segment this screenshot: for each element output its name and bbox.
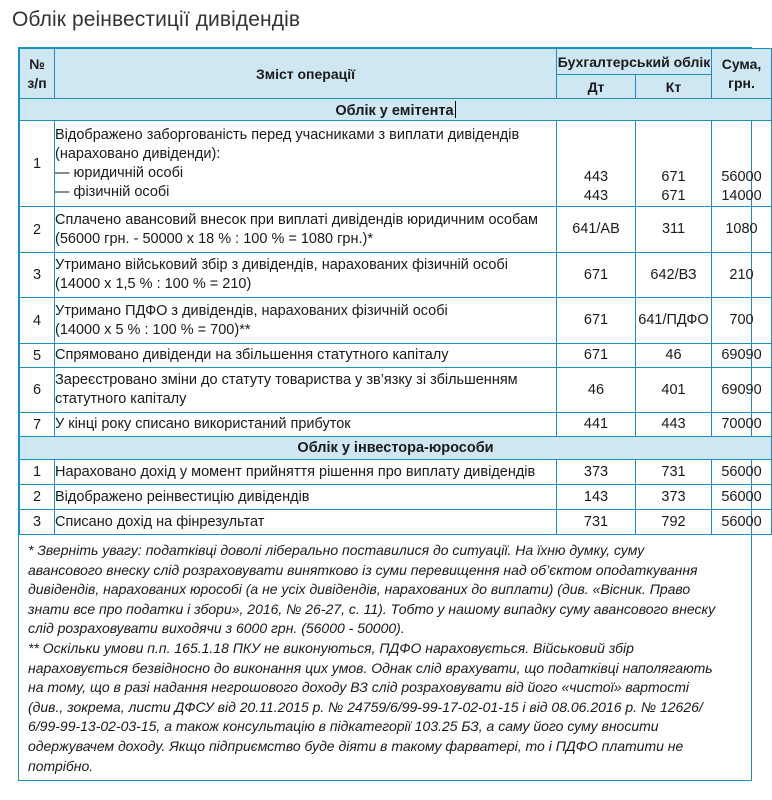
- row-dt: 441: [557, 413, 636, 437]
- row-kt: 642/ВЗ: [636, 253, 712, 298]
- header-dt: Дт: [557, 75, 636, 99]
- row-desc: Утримано військовий збір з дивідендів, нарахованих фізичній особі (14000 х 1,5 % : 100 % = 210): [55, 253, 557, 298]
- row-num: 7: [20, 413, 55, 437]
- table-row: [20, 207, 772, 253]
- row-desc: Відображено реінвестицію дивідендів: [55, 485, 557, 510]
- row-kt: 671 671: [636, 121, 712, 207]
- row-num: 3: [20, 510, 55, 535]
- row-kt: 311: [636, 207, 712, 253]
- row-kt: 641/ПДФО: [636, 298, 712, 344]
- row-sum: 56000 14000: [712, 121, 772, 207]
- row-sum: 210: [712, 253, 772, 298]
- row-kt: 792: [636, 510, 712, 535]
- table-row: [20, 485, 772, 510]
- row-num: 4: [20, 298, 55, 344]
- accounting-table-frame: [18, 47, 762, 781]
- row-sum: 1080: [712, 207, 772, 253]
- row-dt: 671: [557, 298, 636, 344]
- row-kt: 46: [636, 344, 712, 368]
- row-num: 1: [20, 121, 55, 207]
- text-cursor: [455, 101, 456, 118]
- row-dt: 731: [557, 510, 636, 535]
- header-content: Зміст операції: [55, 49, 557, 99]
- row-desc: Списано дохід на фінрезультат: [55, 510, 557, 535]
- table-row: [20, 253, 772, 298]
- row-desc: Відображено заборгованість перед учасниками з виплати дивідендів (нараховано дивіденди): — юридичній особі — фізичній особі: [55, 121, 557, 207]
- row-dt: 46: [557, 368, 636, 413]
- row-num: 5: [20, 344, 55, 368]
- row-dt: 671: [557, 344, 636, 368]
- page-title: Облік реінвестиції дивідендів: [12, 8, 301, 31]
- footnote-2: ** Оскільки умови п.п. 165.1.18 ПКУ не виконуються, ПДФО нараховується. Військовий збір нараховується безвідносно до виконання цих умов. Однак слід врахувати, що податківці наполягають на тому, що в разі надання негрошового доходу ВЗ слід розраховувати від його «чистої» вартості (див., зокрема, листи ДФСУ від 20.11.2015 р. № 24759/6/99-99-17-02-01-15 і від 08.06.2016 р. № 12626/ 6/99-99-13-02-03-15, а також консультацію в підкатегорії 103.25 БЗ, а саму його суму вносити одержувачем доходу. Якщо підприємство буде діяти в такому фарватері, то і ПДФО платити не потрібно.: [28, 639, 713, 774]
- row-desc: Сплачено авансовий внесок при виплаті дивідендів юридичним особам (56000 грн. - 50000 х 18 % : 100 % = 1080 грн.)*: [55, 207, 557, 253]
- footnotes: [19, 535, 751, 776]
- row-num: 1: [20, 460, 55, 485]
- footnote-1: * Зверніть увагу: податківці доволі ліберально поставилися до ситуації. На їхню думку, суму авансового внеску слід розраховувати винятково із суми перевищення над об’єктом оподаткування дивідендів, нарахованих юрособі (а не усіх дивідендів, нарахованих до виплати) (див. «Вісник. Право знати все про податки і збори», 2016, № 26-27, с. 11). Тобто у нашому випадку суму авансового внеску слід розраховувати виходячи з 6000 грн. (56000 - 50000).: [28, 542, 716, 637]
- row-num: 6: [20, 368, 55, 413]
- row-num: 2: [20, 485, 55, 510]
- row-dt: 143: [557, 485, 636, 510]
- row-kt: 731: [636, 460, 712, 485]
- header-accounting: Бухгалтерський облік: [557, 49, 712, 75]
- header-num: № з/п: [20, 49, 55, 99]
- row-sum: 56000: [712, 485, 772, 510]
- row-sum: 70000: [712, 413, 772, 437]
- table-row: [20, 460, 772, 485]
- row-desc: Зареєстровано зміни до статуту товариства у зв’язку зі збільшенням статутного капіталу: [55, 368, 557, 413]
- row-sum: 700: [712, 298, 772, 344]
- row-dt: 443 443: [557, 121, 636, 207]
- row-desc: У кінці року списано використаний прибуток: [55, 413, 557, 437]
- section-investor-title: Облік у інвестора-юрособи: [20, 437, 772, 460]
- row-sum: 56000: [712, 510, 772, 535]
- header-sum: Сума, грн.: [712, 49, 772, 99]
- header-kt: Кт: [636, 75, 712, 99]
- row-sum: 69090: [712, 368, 772, 413]
- row-dt: 373: [557, 460, 636, 485]
- row-kt: 373: [636, 485, 712, 510]
- accounting-table: [19, 48, 772, 535]
- table-row: [20, 368, 772, 413]
- table-row: [20, 298, 772, 344]
- row-sum: 69090: [712, 344, 772, 368]
- row-desc: Спрямовано дивіденди на збільшення статутного капіталу: [55, 344, 557, 368]
- table-row: [20, 510, 772, 535]
- row-kt: 401: [636, 368, 712, 413]
- row-sum: 56000: [712, 460, 772, 485]
- row-num: 3: [20, 253, 55, 298]
- row-desc: Утримано ПДФО з дивідендів, нарахованих фізичній особі (14000 х 5 % : 100 % = 700)**: [55, 298, 557, 344]
- row-num: 2: [20, 207, 55, 253]
- section-issuer-title: Облік у емітента: [20, 99, 772, 121]
- table-row: [20, 413, 772, 437]
- table-row: [20, 344, 772, 368]
- row-kt: 443: [636, 413, 712, 437]
- row-dt: 641/АВ: [557, 207, 636, 253]
- table-row: [20, 121, 772, 207]
- row-desc: Нараховано дохід у момент прийняття рішення про виплату дивідендів: [55, 460, 557, 485]
- row-dt: 671: [557, 253, 636, 298]
